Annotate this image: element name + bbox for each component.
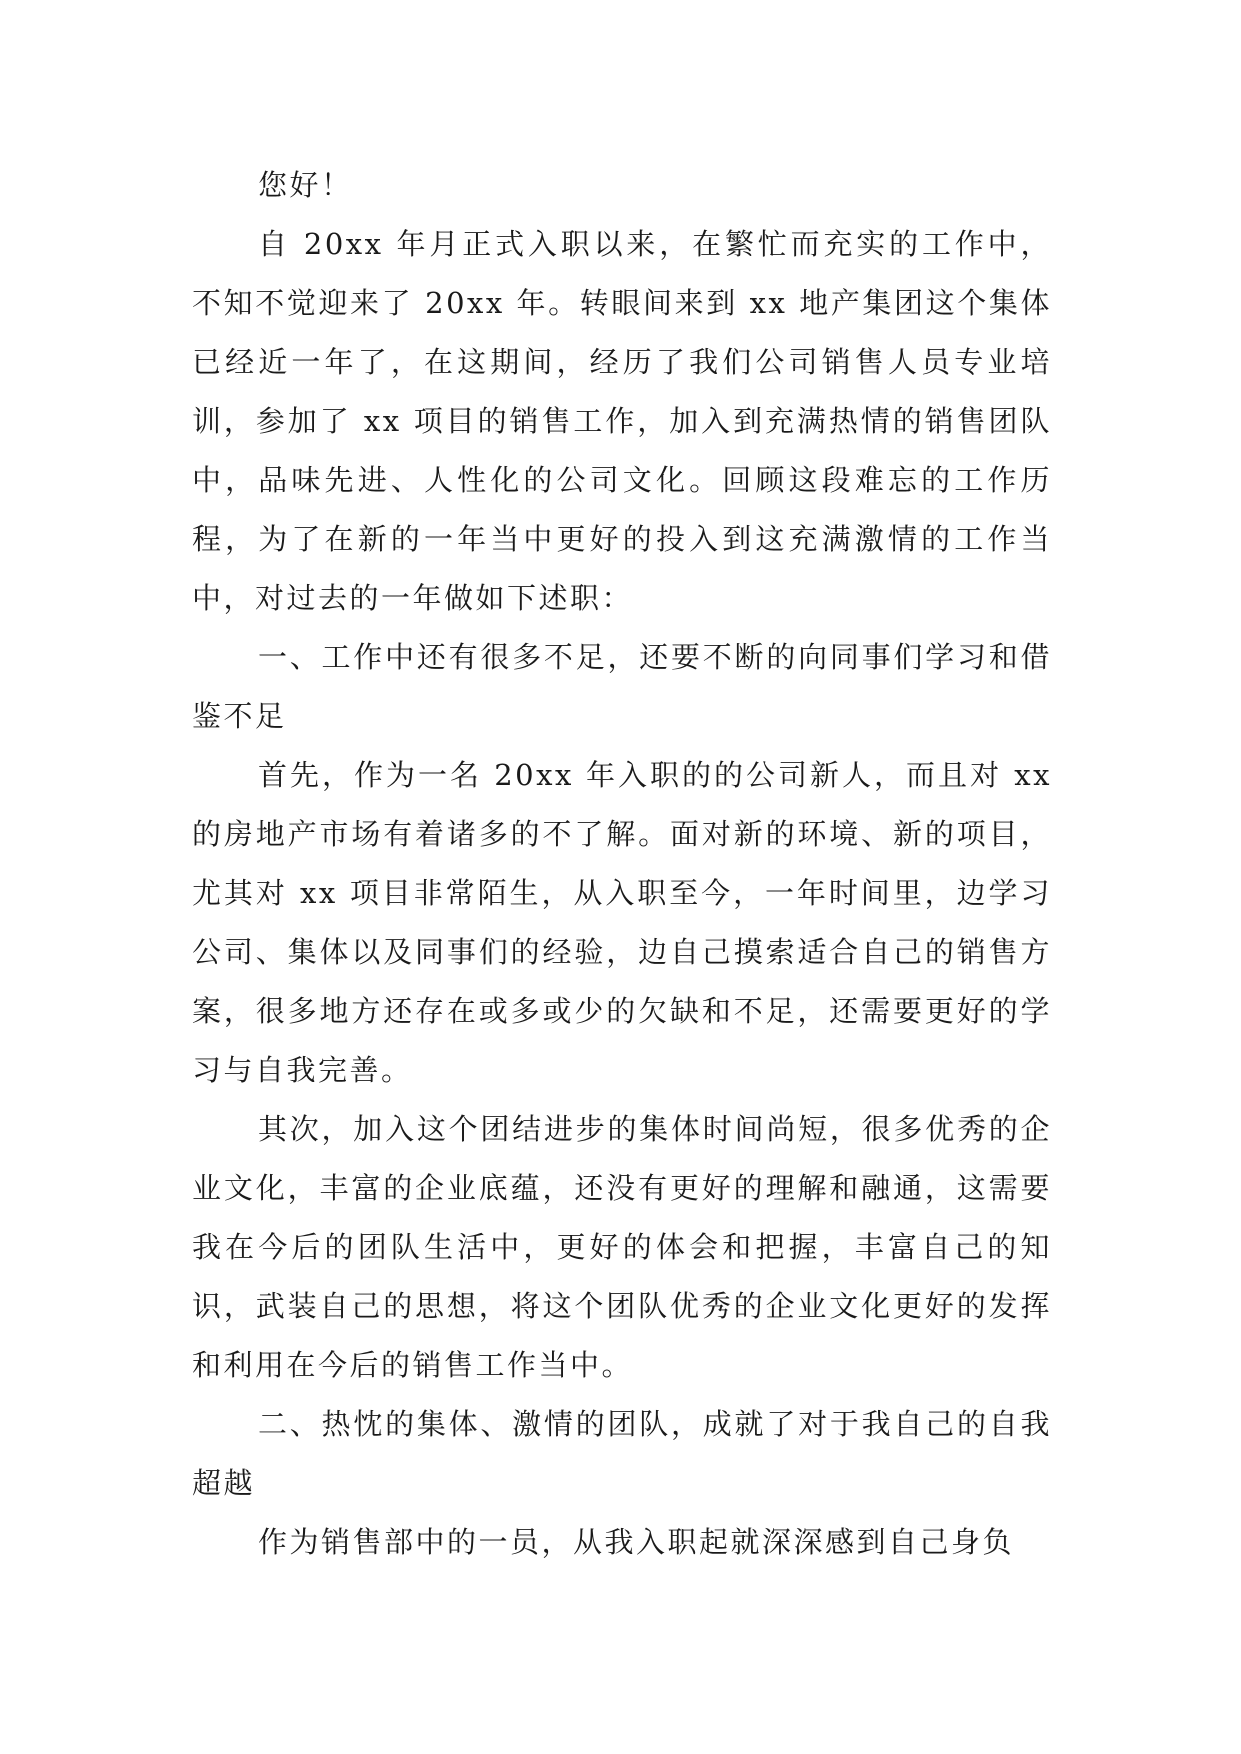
section-heading-1: 一、工作中还有很多不足，还要不断的向同事们学习和借鉴不足 <box>192 640 1052 733</box>
section-heading-2: 二、热忱的集体、激情的团队，成就了对于我自己的自我超越 <box>192 1407 1052 1500</box>
intro-paragraph: 自 20xx 年月正式入职以来，在繁忙而充实的工作中，不知不觉迎来了 20xx 年。转眼间来到 xx 地产集团这个集体已经近一年了，在这期间，经历了我们公司销售人员专业培训，参加了 xx 项目的销售工作，加入到充满热情的销售团队中，品味先进、人性化的公司文化。回顾这段难忘的工作历程，为了在新的一年当中更好的投入到这充满激情的工作当中，对过去的一年做如下述职： <box>192 227 1052 615</box>
body-paragraph-second: 其次，加入这个团结进步的集体时间尚短，很多优秀的企业文化，丰富的企业底蕴，还没有更好的理解和融通，这需要我在今后的团队生活中，更好的体会和把握，丰富自己的知识，武装自己的思想，将这个团队优秀的企业文化更好的发挥和利用在今后的销售工作当中。 <box>192 1112 1052 1382</box>
body-paragraph-sales: 作为销售部中的一员，从我入职起就深深感到自己身负 <box>258 1525 1015 1559</box>
body-paragraph-first: 首先，作为一名 20xx 年入职的的公司新人，而且对 xx 的房地产市场有着诸多的不了解。面对新的环境、新的项目，尤其对 xx 项目非常陌生，从入职至今，一年时间里，边学习公司、集体以及同事们的经验，边自己摸索适合自己的销售方案，很多地方还存在或多或少的欠缺和不足，还需要更好的学习与自我完善。 <box>192 758 1052 1087</box>
document-page <box>192 156 1052 1572</box>
greeting-paragraph: 您好！ <box>258 168 353 202</box>
